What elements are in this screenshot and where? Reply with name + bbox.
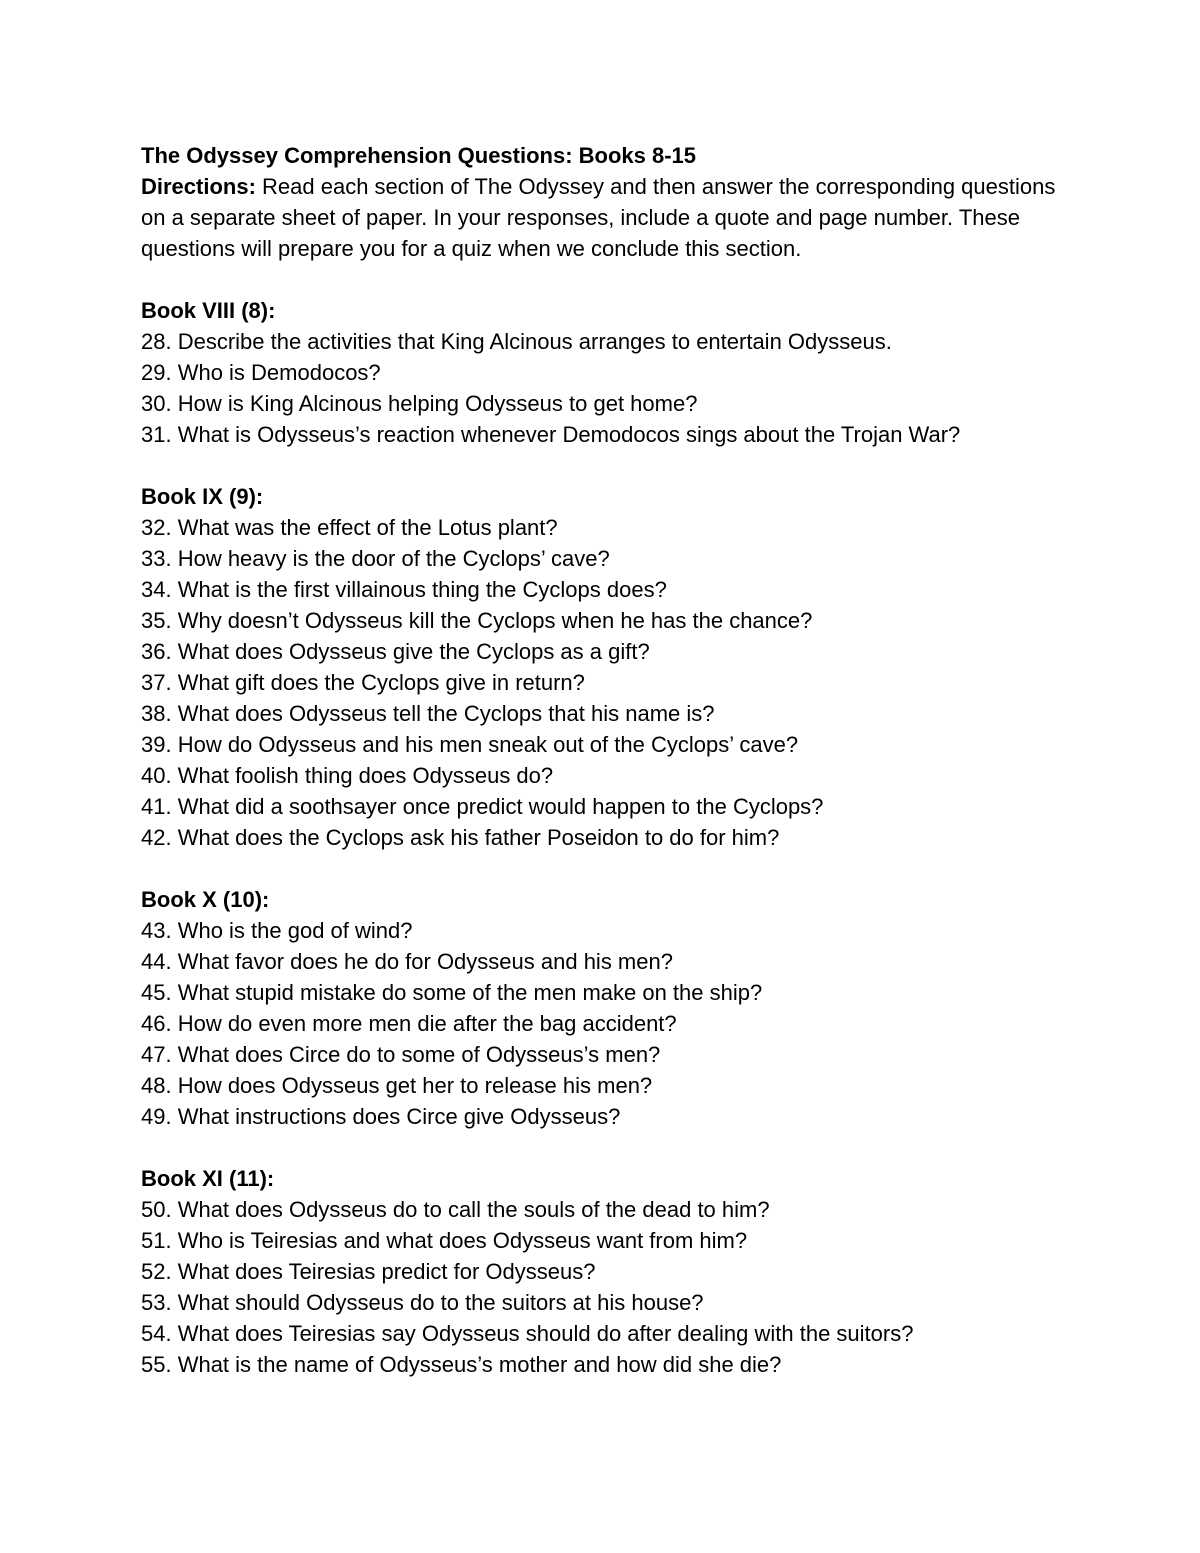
question-item: 44. What favor does he do for Odysseus and his men? — [141, 949, 673, 974]
question-item: 49. What instructions does Circe give Odysseus? — [141, 1104, 621, 1129]
directions-text: Read each section of The Odyssey and then answer the corresponding questions on a separate sheet of paper. In your responses, include a quote and page number. These questions will prepare you for a quiz when we conclude this section. — [141, 174, 1056, 261]
question-item: 52. What does Teiresias predict for Odysseus? — [141, 1259, 596, 1284]
question-item: 40. What foolish thing does Odysseus do? — [141, 763, 554, 788]
question-item: 55. What is the name of Odysseus’s mother and how did she die? — [141, 1352, 782, 1377]
section-book-8 — [141, 295, 1061, 450]
question-item: 48. How does Odysseus get her to release his men? — [141, 1073, 653, 1098]
question-item: 54. What does Teiresias say Odysseus should do after dealing with the suitors? — [141, 1321, 914, 1346]
question-item: 41. What did a soothsayer once predict would happen to the Cyclops? — [141, 794, 824, 819]
question-item: 33. How heavy is the door of the Cyclops’ cave? — [141, 546, 610, 571]
question-list — [141, 512, 1061, 853]
question-item: 53. What should Odysseus do to the suitors at his house? — [141, 1290, 704, 1315]
question-list — [141, 915, 1061, 1132]
document-title: The Odyssey Comprehension Questions: Books 8-15 — [141, 143, 697, 168]
question-item: 28. Describe the activities that King Alcinous arranges to entertain Odysseus. — [141, 329, 892, 354]
question-item: 39. How do Odysseus and his men sneak out of the Cyclops’ cave? — [141, 732, 799, 757]
question-item: 50. What does Odysseus do to call the souls of the dead to him? — [141, 1197, 770, 1222]
question-item: 51. Who is Teiresias and what does Odysseus want from him? — [141, 1228, 748, 1253]
directions-paragraph — [141, 171, 1061, 264]
question-item: 43. Who is the god of wind? — [141, 918, 413, 943]
question-item: 36. What does Odysseus give the Cyclops as a gift? — [141, 639, 650, 664]
question-item: 47. What does Circe do to some of Odysseus’s men? — [141, 1042, 661, 1067]
question-item: 30. How is King Alcinous helping Odysseus to get home? — [141, 391, 698, 416]
section-heading: Book X (10): — [141, 887, 270, 912]
question-list — [141, 326, 1061, 450]
question-item: 31. What is Odysseus’s reaction whenever Demodocos sings about the Trojan War? — [141, 422, 961, 447]
document-page — [141, 140, 1061, 1380]
question-item: 42. What does the Cyclops ask his father Poseidon to do for him? — [141, 825, 780, 850]
question-item: 46. How do even more men die after the bag accident? — [141, 1011, 677, 1036]
section-book-11 — [141, 1163, 1061, 1380]
section-heading: Book IX (9): — [141, 484, 264, 509]
question-item: 29. Who is Demodocos? — [141, 360, 381, 385]
question-item: 35. Why doesn’t Odysseus kill the Cyclops when he has the chance? — [141, 608, 813, 633]
question-item: 37. What gift does the Cyclops give in return? — [141, 670, 585, 695]
question-item: 32. What was the effect of the Lotus plant? — [141, 515, 558, 540]
directions-label: Directions: — [141, 174, 256, 199]
question-list — [141, 1194, 1061, 1380]
section-book-10 — [141, 884, 1061, 1132]
question-item: 38. What does Odysseus tell the Cyclops that his name is? — [141, 701, 715, 726]
question-item: 45. What stupid mistake do some of the men make on the ship? — [141, 980, 763, 1005]
section-heading: Book VIII (8): — [141, 298, 276, 323]
section-heading: Book XI (11): — [141, 1166, 275, 1191]
section-book-9 — [141, 481, 1061, 853]
question-item: 34. What is the first villainous thing the Cyclops does? — [141, 577, 667, 602]
